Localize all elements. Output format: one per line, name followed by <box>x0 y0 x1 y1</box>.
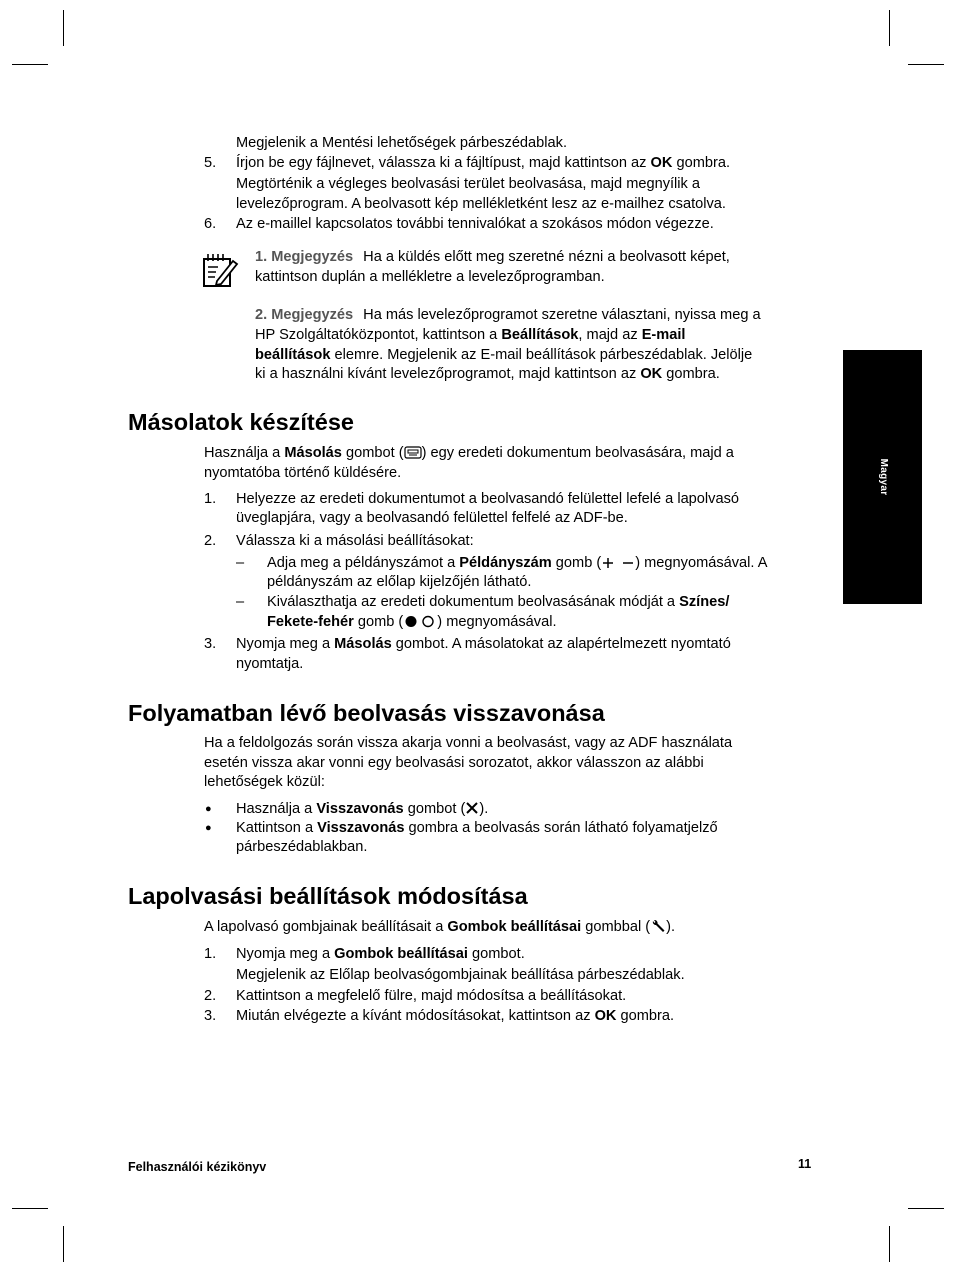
side-tab-label: Magyar <box>877 458 889 496</box>
step-number: 2. <box>204 533 217 549</box>
step-1-line: üveglapjára, vagy a beolvasandó felülettel felfelé az ADF-be. <box>236 510 628 526</box>
step-3-line: nyomtatja. <box>236 656 304 672</box>
crop-mark <box>889 1226 890 1262</box>
plus-minus-icon <box>601 555 635 569</box>
step-5: Írjon be egy fájlnevet, válassza ki a fájltípust, majd kattintson az OK gombra. <box>236 155 730 171</box>
note-icon <box>200 251 240 289</box>
step-1-line: Megjelenik az Előlap beolvasógombjainak beállítása párbeszédablak. <box>236 967 685 983</box>
bullet-item-2-line: párbeszédablakban. <box>236 839 368 855</box>
sub-item-1-line: példányszám az előlap kijelzőjén látható. <box>267 574 532 590</box>
cancel-x-icon <box>465 801 479 815</box>
copy-icon <box>404 445 422 459</box>
step-number: 1. <box>204 946 217 962</box>
bullet-mark: ● <box>205 822 212 834</box>
note-2-line: HP Szolgáltatóközpontot, kattintson a Beállítások, majd az E-mail <box>255 327 686 343</box>
note-1: 1. Megjegyzés Ha a küldés előtt meg szeretné nézni a beolvasott képet, <box>255 249 730 265</box>
dash-mark: – <box>236 555 245 571</box>
crop-mark <box>908 64 944 65</box>
section-3-paragraph: A lapolvasó gombjainak beállításait a Gombok beállításai gombbal ( ). <box>204 919 676 935</box>
section-2-paragraph-line: esetén vissza akar vonni egy beolvasási sorozatot, akkor válasszon az alábbi <box>204 755 704 771</box>
note-2-line: ki a használni kívánt levelezőprogramot, majd kattintson az OK gombra. <box>255 366 720 382</box>
color-bw-icon <box>403 614 437 628</box>
step-2: Kattintson a megfelelő fülre, majd módosítsa a beállításokat. <box>236 988 627 1004</box>
section-title: Lapolvasási beállítások módosítása <box>128 883 528 909</box>
dash-mark: – <box>236 594 245 610</box>
step-1: Nyomja meg a Gombok beállításai gombot. <box>236 946 525 962</box>
crop-mark <box>12 64 48 65</box>
step-2: Válassza ki a másolási beállításokat: <box>236 533 474 549</box>
step-6: Az e-maillel kapcsolatos további tennivalókat a szokásos módon végezze. <box>236 216 714 232</box>
step-number: 3. <box>204 1008 217 1024</box>
crop-mark <box>63 10 64 46</box>
section-title: Másolatok készítése <box>128 409 354 435</box>
step-3: Nyomja meg a Másolás gombot. A másolatokat az alapértelmezett nyomtató <box>236 636 731 652</box>
step-number: 5. <box>204 155 217 171</box>
page-number: 11 <box>798 1157 812 1171</box>
section-1-paragraph-line: nyomtatóba történő küldésére. <box>204 465 402 481</box>
footer-title: Felhasználói kézikönyv <box>128 1160 267 1174</box>
section-title: Folyamatban lévő beolvasás visszavonása <box>128 700 605 726</box>
section-1-paragraph: Használja a Másolás gombot ( ) egy eredeti dokumentum beolvasására, majd a <box>204 445 734 461</box>
section-2-paragraph-line: lehetőségek közül: <box>204 774 325 790</box>
note-1-line: kattintson duplán a mellékletre a levelezőprogramban. <box>255 269 605 285</box>
crop-mark <box>63 1226 64 1262</box>
crop-mark <box>12 1208 48 1209</box>
step-number: 6. <box>204 216 217 232</box>
crop-mark <box>889 10 890 46</box>
language-side-tab <box>843 350 922 604</box>
note-2-line: beállítások elemre. Megjelenik az E-mail beállítások párbeszédablak. Jelölje <box>255 347 753 363</box>
sub-item-2: Kiválaszthatja az eredeti dokumentum beolvasásának módját a Színes/ <box>267 594 730 610</box>
bullet-mark: ● <box>205 803 212 815</box>
note-2: 2. Megjegyzés Ha más levelezőprogramot szeretne választani, nyissa meg a <box>255 307 761 323</box>
step-5-line: Megtörténik a végleges beolvasási terület beolvasása, majd megnyílik a <box>236 176 701 192</box>
step-number: 3. <box>204 636 217 652</box>
step-number: 2. <box>204 988 217 1004</box>
sub-item-2-line: Fekete-fehér gomb ( ) megnyomásával. <box>267 614 557 630</box>
crop-mark <box>908 1208 944 1209</box>
step-3: Miután elvégezte a kívánt módosításokat, kattintson az OK gombra. <box>236 1008 675 1024</box>
wrench-icon <box>650 919 666 933</box>
bullet-item-2: Kattintson a Visszavonás gombra a beolvasás során látható folyamatjelző <box>236 820 718 836</box>
section-2-paragraph: Ha a feldolgozás során vissza akarja vonni a beolvasást, vagy az ADF használata <box>204 735 733 751</box>
bullet-item-1: Használja a Visszavonás gombot ( ). <box>236 801 489 817</box>
step-number: 1. <box>204 491 217 507</box>
intro-line: Megjelenik a Mentési lehetőségek párbeszédablak. <box>236 135 567 151</box>
step-1: Helyezze az eredeti dokumentumot a beolvasandó felülettel lefelé a lapolvasó <box>236 491 739 507</box>
sub-item-1: Adja meg a példányszámot a Példányszám gomb ( ) megnyomásával. A <box>267 555 768 571</box>
step-5-line: levelezőprogram. A beolvasott kép mellékletként lesz az e-mailhez csatolva. <box>236 196 726 212</box>
